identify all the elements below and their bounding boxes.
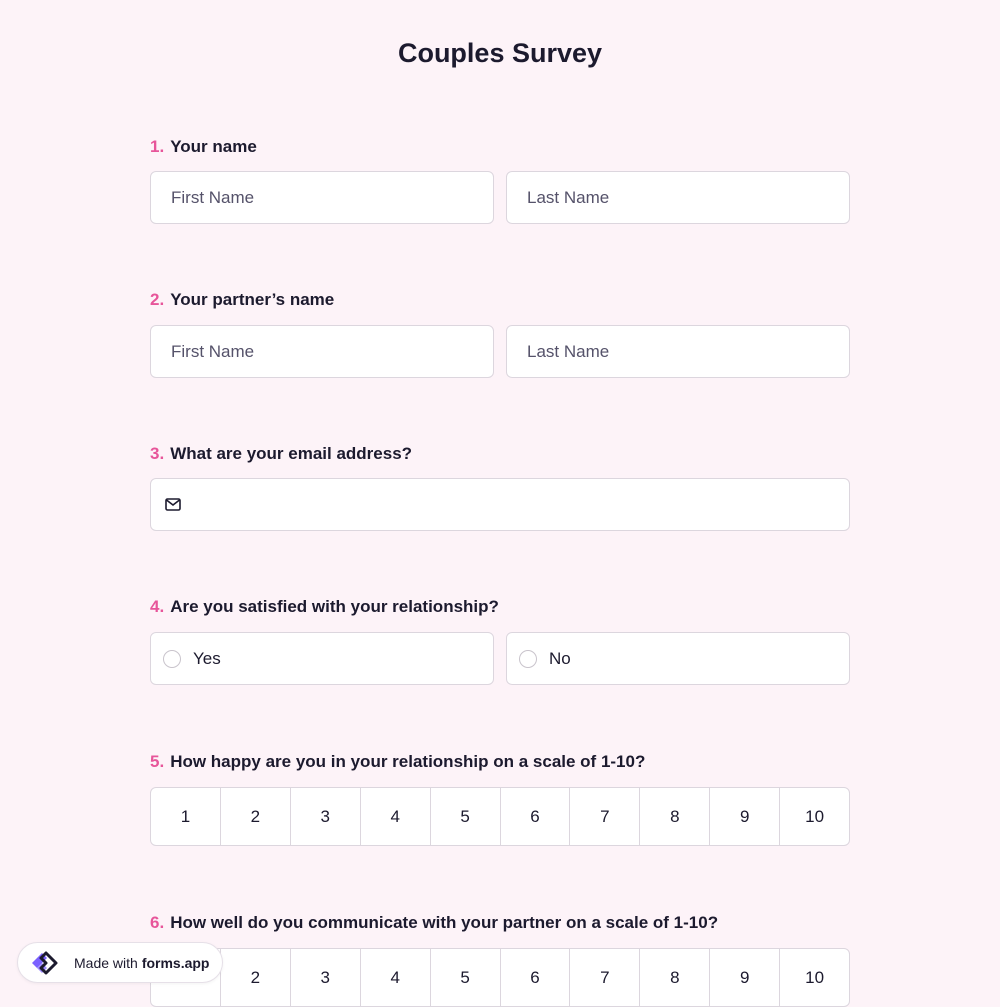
badge-brand: forms.app [141, 954, 210, 971]
page-title: Couples Survey [397, 38, 603, 68]
placeholder-text: First Name [171, 341, 255, 361]
scale-option-9[interactable]: 9 [710, 788, 780, 845]
question-text: How well do you communicate with your partner on a scale of 1-10? [170, 913, 719, 932]
scale-option-7[interactable]: 7 [570, 949, 640, 1006]
scale-option-3[interactable]: 3 [291, 788, 361, 845]
scale-option-3[interactable]: 3 [291, 949, 361, 1006]
scale-option-10[interactable]: 10 [805, 806, 825, 826]
radio-option-no[interactable] [506, 632, 850, 685]
radio-label: Yes [193, 648, 221, 668]
question-text: Are you satisfied with your relationship? [170, 597, 499, 616]
last-name-field[interactable] [506, 171, 850, 224]
badge-prefix: Made with [74, 954, 138, 971]
question-2-label [150, 290, 334, 310]
question-4-label [150, 597, 499, 617]
first-name-field[interactable] [150, 171, 494, 224]
radio-circle-icon[interactable] [163, 650, 181, 668]
question-text: How happy are you in your relationship on a scale of 1-10? [170, 752, 646, 771]
question-6-label [150, 913, 718, 933]
made-with-forms-app-badge[interactable] [17, 942, 223, 983]
question-5-label [150, 752, 645, 772]
placeholder-text: Last Name [527, 341, 610, 361]
question-text: What are your email address? [170, 444, 413, 463]
scale-option-2[interactable]: 2 [221, 788, 291, 845]
scale-option-6[interactable]: 6 [501, 949, 571, 1006]
scale-option-4[interactable]: 4 [361, 788, 431, 845]
placeholder-text: Last Name [527, 187, 610, 207]
happiness-scale [150, 787, 850, 846]
scale-option-10[interactable]: 10 [805, 967, 825, 987]
scale-option-8[interactable]: 8 [640, 949, 710, 1006]
scale-option-8[interactable]: 8 [640, 788, 710, 845]
scale-option-5[interactable]: 5 [431, 949, 501, 1006]
question-text: Your name [170, 137, 257, 156]
question-3-label [150, 444, 412, 464]
question-number: 5. [150, 752, 165, 771]
scale-option-1[interactable]: 1 [151, 788, 221, 845]
scale-option-2[interactable]: 2 [221, 949, 291, 1006]
email-field[interactable] [150, 478, 850, 531]
question-number: 3. [150, 444, 165, 463]
question-number: 1. [150, 137, 165, 156]
radio-option-yes[interactable] [150, 632, 494, 685]
question-text: Your partner’s name [170, 290, 335, 309]
question-1-label [150, 137, 257, 157]
forms-app-logo-icon [26, 947, 66, 979]
communication-scale [150, 948, 850, 1007]
scale-option-9[interactable]: 9 [710, 949, 780, 1006]
scale-option-4[interactable]: 4 [361, 949, 431, 1006]
scale-option-5[interactable]: 5 [431, 788, 501, 845]
question-number: 4. [150, 597, 165, 616]
question-number: 2. [150, 290, 165, 309]
scale-option-7[interactable]: 7 [570, 788, 640, 845]
question-number: 6. [150, 913, 165, 932]
radio-circle-icon[interactable] [519, 650, 537, 668]
radio-label: No [549, 648, 571, 668]
scale-option-6[interactable]: 6 [501, 788, 571, 845]
partner-last-name-field[interactable] [506, 325, 850, 378]
envelope-icon [165, 498, 181, 511]
placeholder-text: First Name [171, 187, 255, 207]
partner-first-name-field[interactable] [150, 325, 494, 378]
